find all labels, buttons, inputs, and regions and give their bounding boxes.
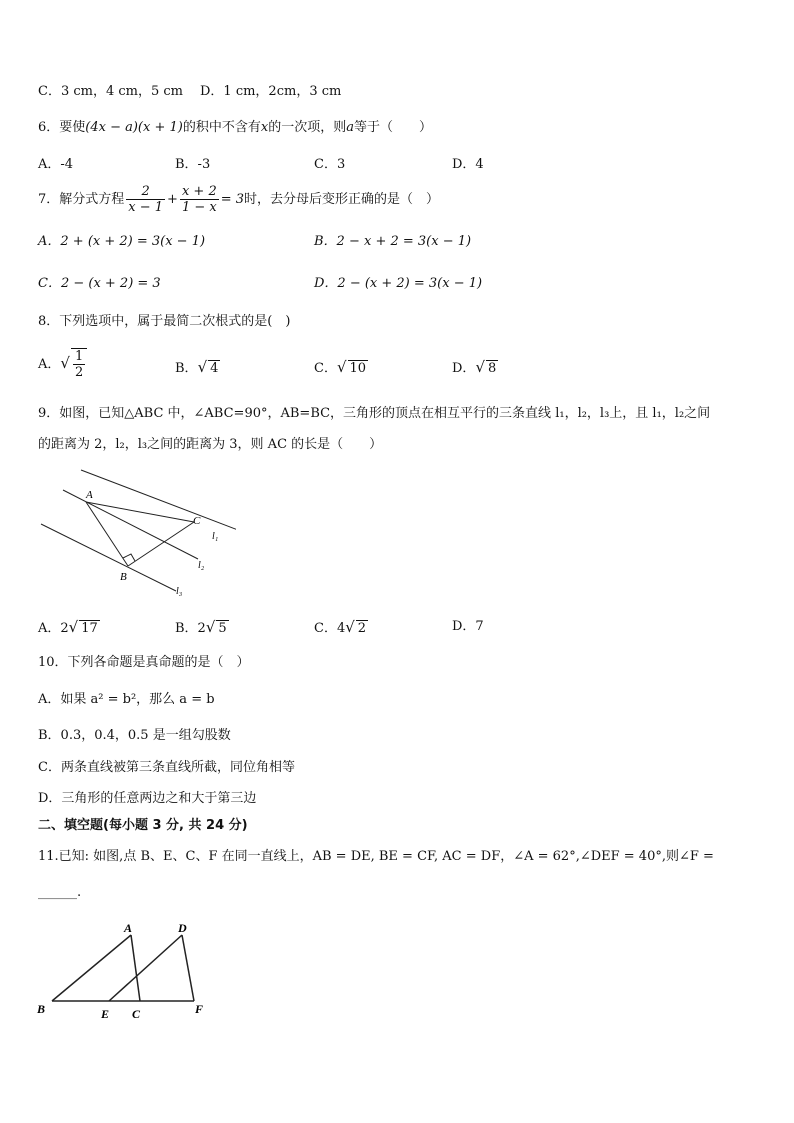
q9-stem-line-2: 的距离为 2，l₂，l₃之间的距离为 3，则 AC 的长是（ ） [38, 437, 383, 452]
q7-option-d: D．2 − (x + 2) = 3(x − 1) [314, 276, 483, 291]
q11-answer-blank: ______. [38, 885, 82, 900]
q10-stem: 10．下列各命题是真命题的是（ ） [38, 655, 250, 670]
line-l1 [81, 470, 236, 530]
q6-option-d: D．4 [452, 157, 484, 172]
q7-option-a: A．2 + (x + 2) = 3(x − 1) [38, 234, 206, 249]
label-d: D [178, 921, 187, 935]
q9-option-c: C．4√ 2 [314, 618, 367, 636]
label-b: B [37, 1002, 46, 1016]
q9-option-b: B．2√ 5 [175, 618, 227, 636]
q10-option-a: A．如果 a² = b²，那么 a = b [38, 692, 215, 707]
section-2-title: 二、填空题(每小题 3 分, 共 24 分) [38, 818, 248, 833]
radical-icon: √ [345, 618, 355, 636]
label-l2: l₂ [198, 560, 205, 571]
line-l3 [41, 524, 176, 591]
radical-icon: √ [60, 354, 70, 372]
q7-fraction-2: $\frac{x + 2}{1 - x}$ [181, 184, 217, 215]
q7-option-c: C．2 − (x + 2) = 3 [38, 276, 161, 291]
q6-option-a: A．-4 [38, 157, 74, 172]
q6-expression: (4x − a)(x + 1) [85, 120, 183, 135]
label-b: B [120, 571, 127, 583]
radical-icon: √ [197, 358, 208, 376]
label-a: A [86, 489, 93, 501]
segment-ac [86, 502, 194, 522]
q8-option-a: A．√ $\frac{1}{2}$ [38, 343, 87, 385]
q8-option-c: C．√ 10 [314, 358, 367, 376]
q7-stem: 7．解分式方程 $\frac{2}{x - 1}$ + $\frac{x + 2}{1 - x}$ = 3时，去分母后变形正确的是（ ） [38, 184, 440, 215]
q6-option-c: C．3 [314, 157, 346, 172]
q11-stem: 11.已知: 如图,点 B、E、C、F 在同一直线上，AB = DE, BE = CF, AC = DF，∠A = 62°,∠DEF = 40°,则∠F = [38, 849, 714, 864]
right-angle-marker [123, 554, 135, 561]
q9-figure [36, 462, 236, 607]
q5-option-d: D．1 cm，2cm，3 cm [200, 84, 342, 99]
label-e: E [101, 1007, 110, 1021]
q5-option-c: C．3 cm，4 cm，5 cm [38, 84, 183, 99]
q6-stem: 6．要使(4x − a)(x + 1)的积中不含有x的一次项，则a等于（ ） [38, 120, 432, 135]
q11-figure [34, 920, 219, 1025]
segment-df [182, 935, 194, 1001]
segment-ac [131, 935, 140, 1001]
q8-stem: 8．下列选项中，属于最简二次根式的是( ) [38, 314, 291, 329]
label-c: C [193, 515, 201, 527]
q10-option-b: B．0.3，0.4，0.5 是一组勾股数 [38, 728, 231, 743]
radical-icon: √ [205, 618, 216, 636]
label-f: F [195, 1002, 204, 1016]
q8-option-d: D．√ 8 [452, 358, 497, 376]
q6-option-b: B．-3 [175, 157, 211, 172]
label-c: C [132, 1007, 141, 1021]
radical-icon: √ [68, 618, 79, 636]
q9-option-d: D．7 [452, 619, 484, 634]
q7-fraction-1: $\frac{2}{x - 1}$ [128, 184, 164, 215]
radical-icon: √ [336, 358, 347, 376]
q7-option-b: B．2 − x + 2 = 3(x − 1) [314, 234, 472, 249]
label-a: A [124, 921, 133, 935]
line-l2 [63, 490, 198, 559]
q9-option-a: A．2√ 17 [38, 618, 98, 636]
label-l3: l₃ [176, 586, 183, 597]
q10-option-d: D．三角形的任意两边之和大于第三边 [38, 791, 257, 806]
label-l1: l₁ [212, 531, 219, 542]
q9-stem-line-1: 9．如图，已知△ABC 中，∠ABC=90°，AB=BC，三角形的顶点在相互平行的三条直线 l₁，l₂，l₃上，且 l₁，l₂之间 [38, 406, 711, 421]
q8-option-b: B．√ 4 [175, 358, 219, 376]
radical-icon: √ [475, 358, 485, 376]
q10-option-c: C．两条直线被第三条直线所截，同位角相等 [38, 760, 295, 775]
